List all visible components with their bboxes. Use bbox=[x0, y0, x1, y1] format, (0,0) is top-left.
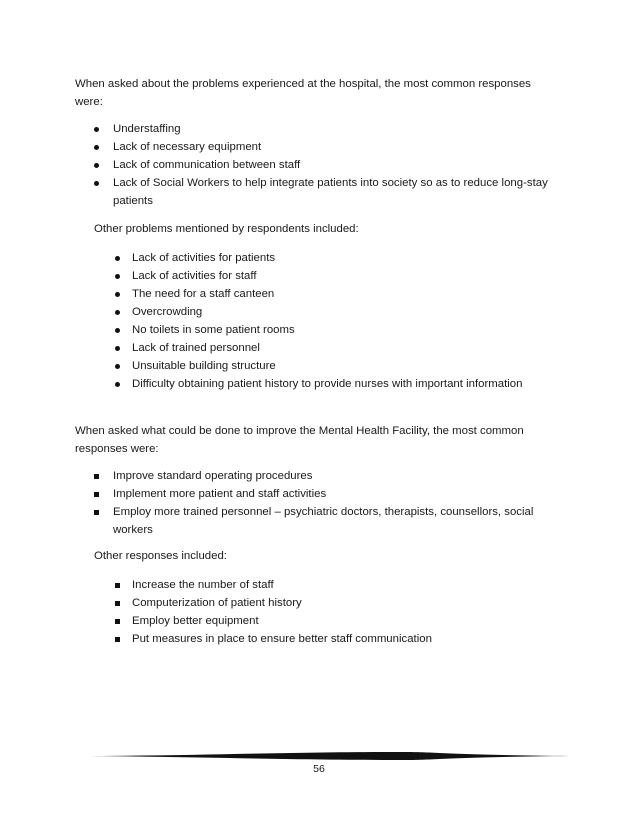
list-item: Unsuitable building structure bbox=[132, 357, 552, 375]
list-item: Lack of activities for staff bbox=[132, 267, 552, 285]
list-item: Improve standard operating procedures bbox=[113, 467, 553, 485]
other-problems-list bbox=[132, 249, 552, 393]
list-item: The need for a staff canteen bbox=[132, 285, 552, 303]
common-improvements-list bbox=[113, 467, 553, 539]
page-number: 56 bbox=[313, 763, 325, 775]
other-improvements-list bbox=[132, 576, 552, 648]
list-item: Lack of activities for patients bbox=[132, 249, 552, 267]
list-item: Lack of necessary equipment bbox=[113, 138, 558, 156]
list-item: Employ better equipment bbox=[132, 612, 552, 630]
list-item: No toilets in some patient rooms bbox=[132, 321, 552, 339]
list-item: Lack of communication between staff bbox=[113, 156, 558, 174]
list-item: Difficulty obtaining patient history to provide nurses with important information bbox=[132, 375, 552, 393]
intro-improvements-paragraph: When asked what could be done to improve the Mental Health Facility, the most common responses were: bbox=[75, 425, 524, 455]
list-item: Increase the number of staff bbox=[132, 576, 552, 594]
list-item: Implement more patient and staff activities bbox=[113, 485, 553, 503]
list-item: Employ more trained personnel – psychiatric doctors, therapists, counsellors, social workers bbox=[113, 503, 553, 539]
list-item: Lack of Social Workers to help integrate patients into society so as to reduce long-stay patients bbox=[113, 174, 558, 210]
footer-divider bbox=[75, 750, 570, 762]
list-item: Understaffing bbox=[113, 120, 558, 138]
other-problems-heading: Other problems mentioned by respondents included: bbox=[94, 223, 359, 235]
common-problems-list bbox=[113, 120, 558, 210]
other-responses-heading: Other responses included: bbox=[94, 550, 227, 562]
list-item: Put measures in place to ensure better staff communication bbox=[132, 630, 552, 648]
list-item: Computerization of patient history bbox=[132, 594, 552, 612]
intro-problems-paragraph: When asked about the problems experienced at the hospital, the most common responses were: bbox=[75, 78, 531, 108]
list-item: Lack of trained personnel bbox=[132, 339, 552, 357]
list-item: Overcrowding bbox=[132, 303, 552, 321]
